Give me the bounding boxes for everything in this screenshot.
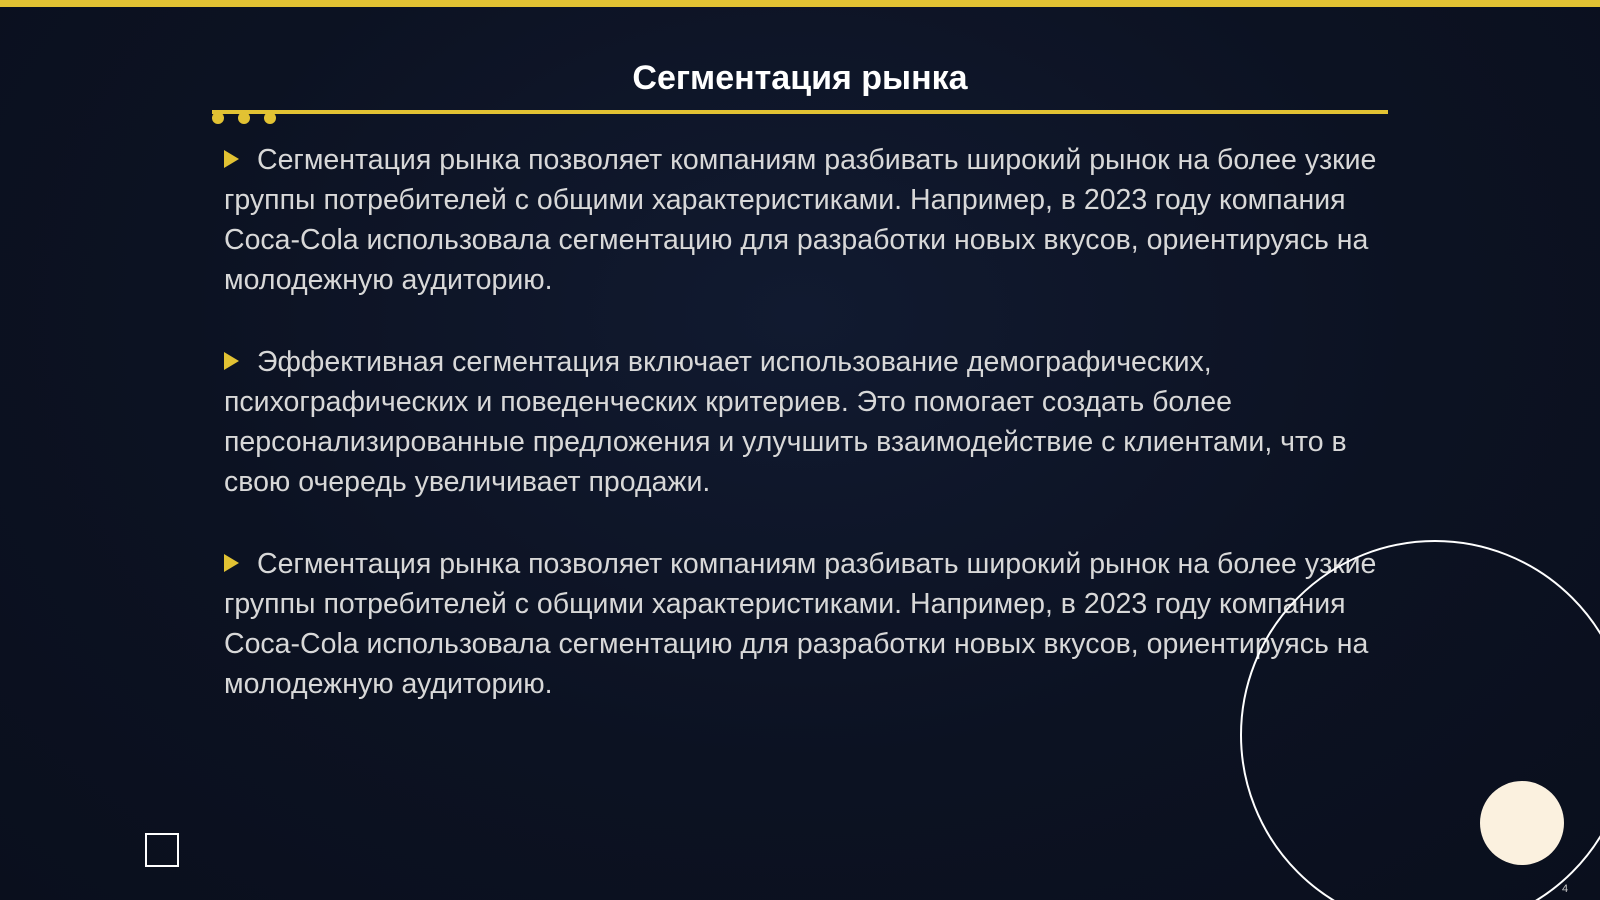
slide-title: Сегментация рынка	[632, 59, 968, 97]
bullet-item	[224, 342, 1384, 502]
triangle-bullet-icon	[224, 352, 239, 370]
bullet-text: Эффективная сегментация включает использование демографических, психографических и поведенческих критериев. Это помогает создать более персонализированные предложения и улучшить взаимодействие с клиентами, что в свою очередь увеличивает продажи.	[224, 346, 1347, 498]
triangle-bullet-icon	[224, 554, 239, 572]
dot-icon	[212, 112, 224, 124]
decorative-filled-circle	[1480, 781, 1564, 865]
bullet-item	[224, 544, 1384, 704]
bullet-item	[224, 140, 1384, 300]
dot-icon	[238, 112, 250, 124]
decorative-square-outline	[145, 833, 179, 867]
bullet-text: Сегментация рынка позволяет компаниям разбивать широкий рынок на более узкие группы потребителей с общими характеристиками. Например, в 2023 году компания Coca-Cola использовала сегментацию для разработки новых вкусов, ориентируясь на молодежную аудиторию.	[224, 144, 1377, 296]
title-dots	[212, 112, 276, 124]
page-number: 4	[1562, 883, 1569, 895]
top-accent-bar	[0, 0, 1600, 7]
dot-icon	[264, 112, 276, 124]
bullet-list	[224, 140, 1384, 746]
bullet-text: Сегментация рынка позволяет компаниям разбивать широкий рынок на более узкие группы потребителей с общими характеристиками. Например, в 2023 году компания Coca-Cola использовала сегментацию для разработки новых вкусов, ориентируясь на молодежную аудиторию.	[224, 548, 1377, 700]
title-underline	[212, 110, 1388, 114]
triangle-bullet-icon	[224, 150, 239, 168]
